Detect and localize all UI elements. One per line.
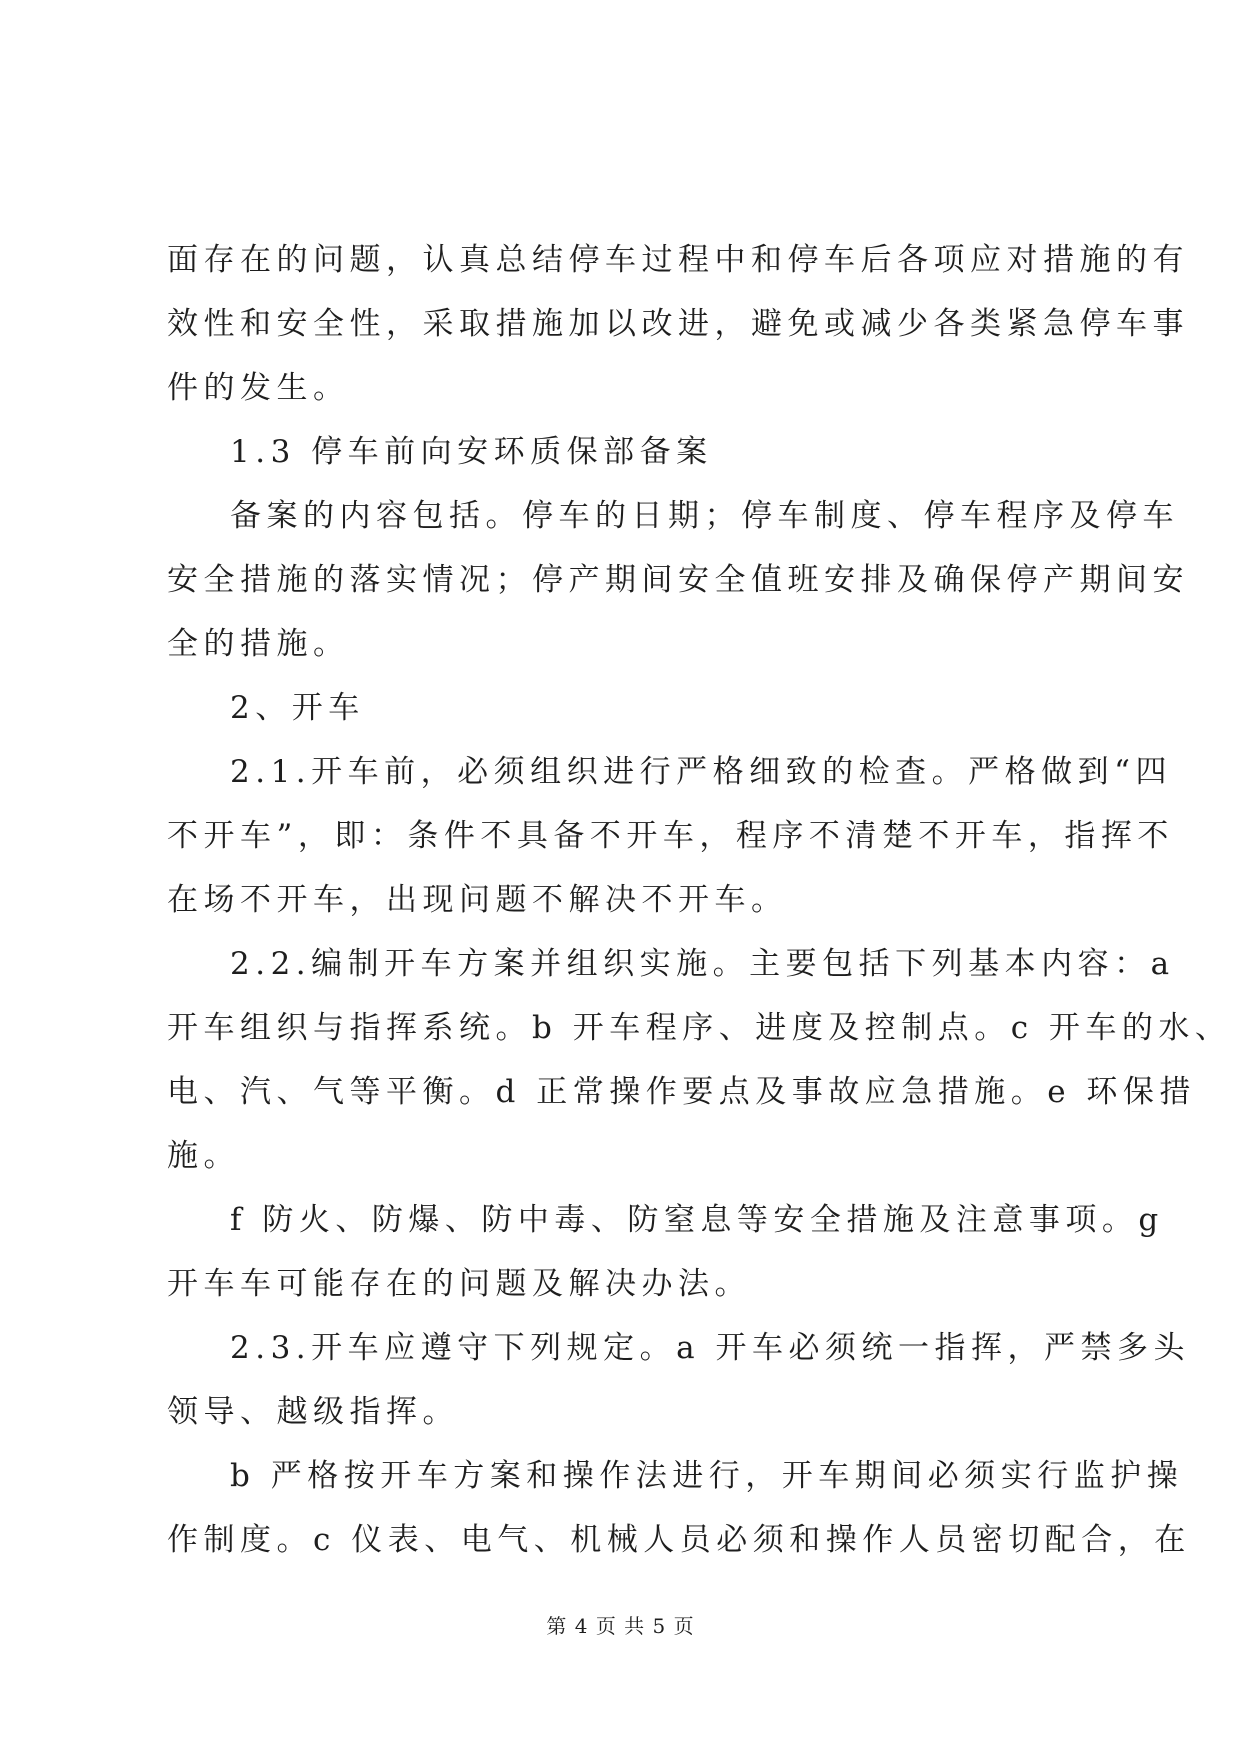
text-line: 面存在的问题，认真总结停车过程中和停车后各项应对措施的有 bbox=[167, 242, 1189, 278]
text-line: 开车组织与指挥系统。b 开车程序、进度及控制点。c 开车的水、 bbox=[167, 1010, 1232, 1046]
text-line: 备案的内容包括。停车的日期；停车制度、停车程序及停车 bbox=[230, 498, 1179, 534]
text-line: 在场不开车，出现问题不解决不开车。 bbox=[167, 882, 788, 918]
text-line: 不开车”，即：条件不具备不开车，程序不清楚不开车，指挥不 bbox=[167, 818, 1174, 854]
text-line: 施。 bbox=[167, 1138, 240, 1174]
text-line: 开车车可能存在的问题及解决办法。 bbox=[167, 1266, 751, 1302]
text-line: 安全措施的落实情况；停产期间安全值班安排及确保停产期间安 bbox=[167, 562, 1189, 598]
text-line: 电、汽、气等平衡。d 正常操作要点及事故应急措施。e 环保措 bbox=[167, 1074, 1196, 1110]
text-line: 2.2.编制开车方案并组织实施。主要包括下列基本内容：a bbox=[230, 946, 1175, 982]
text-line: 效性和安全性，采取措施加以改进，避免或减少各类紧急停车事 bbox=[167, 306, 1189, 342]
section-heading: 1.3 停车前向安环质保部备案 bbox=[230, 434, 713, 470]
section-heading: 2、开车 bbox=[230, 690, 365, 726]
document-body bbox=[167, 228, 1232, 1572]
text-line: 2.1.开车前，必须组织进行严格细致的检查。严格做到“四 bbox=[230, 754, 1172, 790]
page-number: 第 4 页 共 5 页 bbox=[546, 1614, 695, 1638]
text-line: 2.3.开车应遵守下列规定。a 开车必须统一指挥，严禁多头 bbox=[230, 1330, 1190, 1366]
text-line: 作制度。c 仪表、电气、机械人员必须和操作人员密切配合，在 bbox=[167, 1522, 1191, 1558]
text-line: f 防火、防爆、防中毒、防窒息等安全措施及注意事项。g bbox=[230, 1202, 1164, 1238]
text-line: b 严格按开车方案和操作法进行，开车期间必须实行监护操 bbox=[230, 1458, 1184, 1494]
text-line: 件的发生。 bbox=[167, 370, 350, 406]
page-footer bbox=[0, 1610, 1241, 1639]
text-line: 全的措施。 bbox=[167, 626, 350, 662]
text-line: 领导、越级指挥。 bbox=[167, 1394, 459, 1430]
